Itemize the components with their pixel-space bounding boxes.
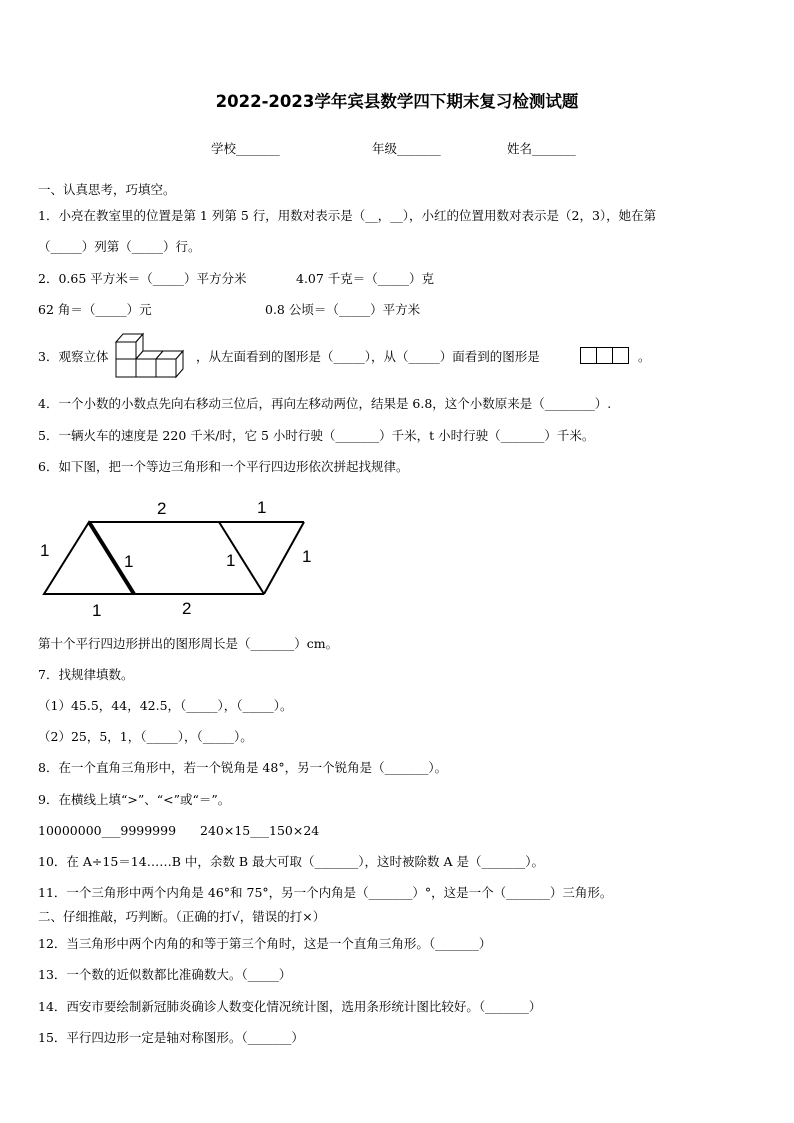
question-6-text: 6．如下图，把一个等边三角形和一个平行四边形依次拼起找规律。 bbox=[38, 459, 409, 474]
question-3-text: ，从左面看到的图形是（_____），从（_____）面看到的图形是 bbox=[196, 349, 540, 364]
question-3-prefix: 3．观察立体 bbox=[38, 349, 109, 364]
school-field: 学校_______ bbox=[211, 141, 280, 156]
section-2-heading: 二、仔细推敲，巧判断。（正确的打√，错误的打×） bbox=[38, 909, 326, 924]
grade-field: 年级_______ bbox=[372, 141, 441, 156]
label-bottom-1: 1 bbox=[92, 601, 102, 620]
triangle-parallelogram-pattern-figure bbox=[36, 494, 326, 622]
question-4: 4．一个小数的小数点先向右移动三位后，再向左移动两位，结果是 6.8，这个小数原来是（________）. bbox=[38, 396, 612, 411]
label-mid-1-b: 1 bbox=[226, 551, 236, 570]
page-title: 2022-2023学年宾县数学四下期末复习检测试题 bbox=[215, 92, 579, 111]
section-1-heading: 一、认真思考，巧填空。 bbox=[38, 182, 176, 197]
question-1-line-2: （_____）列第（_____）行。 bbox=[38, 239, 201, 254]
question-9-text: 9．在横线上填“>”、“<”或“＝”。 bbox=[38, 792, 231, 807]
question-9-part-a: 10000000___9999999 bbox=[38, 823, 177, 838]
name-field: 姓名_______ bbox=[507, 141, 576, 156]
question-2-part-b: 4.07 千克＝（_____）克 bbox=[296, 271, 435, 286]
question-5: 5．一辆火车的速度是 220 千米/时，它 5 小时行驶（_______）千米，t 小时行驶（_______）千米。 bbox=[38, 428, 595, 443]
question-12: 12．当三角形中两个内角的和等于第三个角时，这是一个直角三角形。（_______） bbox=[38, 936, 492, 951]
question-2-part-d: 0.8 公顷＝（_____）平方米 bbox=[265, 302, 421, 317]
cube-solid-figure bbox=[114, 330, 186, 380]
question-7-part-2: （2）25，5，1，（_____），（_____）。 bbox=[38, 729, 253, 744]
question-8: 8．在一个直角三角形中，若一个锐角是 48°，另一个锐角是（_______）。 bbox=[38, 760, 448, 775]
question-1-line-1: 1．小亮在教室里的位置是第 1 列第 5 行，用数对表示是（__，__），小红的位置用数对表示是（2，3），她在第 bbox=[38, 208, 657, 223]
triangle-left-shape bbox=[44, 522, 134, 594]
question-10: 10．在 A÷15＝14……B 中，余数 B 最大可取（_______），这时被除数 A 是（_______）。 bbox=[38, 854, 544, 869]
question-13: 13．一个数的近似数都比准确数大。（_____） bbox=[38, 967, 292, 982]
label-bottom-2: 2 bbox=[182, 599, 192, 618]
question-15: 15．平行四边形一定是轴对称图形。（_______） bbox=[38, 1030, 304, 1045]
three-square-view-shape bbox=[580, 347, 628, 368]
label-mid-1-a: 1 bbox=[124, 552, 134, 571]
label-top-1: 1 bbox=[257, 498, 267, 517]
label-top-2: 2 bbox=[157, 499, 167, 518]
question-7-part-1: （1）45.5，44，42.5，（_____），（_____）。 bbox=[38, 698, 293, 713]
question-3-end: 。 bbox=[638, 349, 651, 364]
question-2-part-c: 62 角＝（_____）元 bbox=[38, 302, 152, 317]
label-left-1: 1 bbox=[40, 541, 50, 560]
question-9-part-b: 240×15___150×24 bbox=[200, 823, 320, 838]
question-14: 14．西安市要绘制新冠肺炎确诊人数变化情况统计图，选用条形统计图比较好。（_______） bbox=[38, 999, 542, 1014]
label-right-1: 1 bbox=[302, 547, 312, 566]
question-2-part-a: 2．0.65 平方米＝（_____）平方分米 bbox=[38, 271, 247, 286]
question-11: 11．一个三角形中两个内角是 46°和 75°，另一个内角是（_______）°，这是一个（_______）三角形。 bbox=[38, 885, 613, 900]
question-7-text: 7．找规律填数。 bbox=[38, 667, 134, 682]
question-6-answer-line: 第十个平行四边形拼出的图形周长是（_______）cm。 bbox=[38, 636, 339, 651]
